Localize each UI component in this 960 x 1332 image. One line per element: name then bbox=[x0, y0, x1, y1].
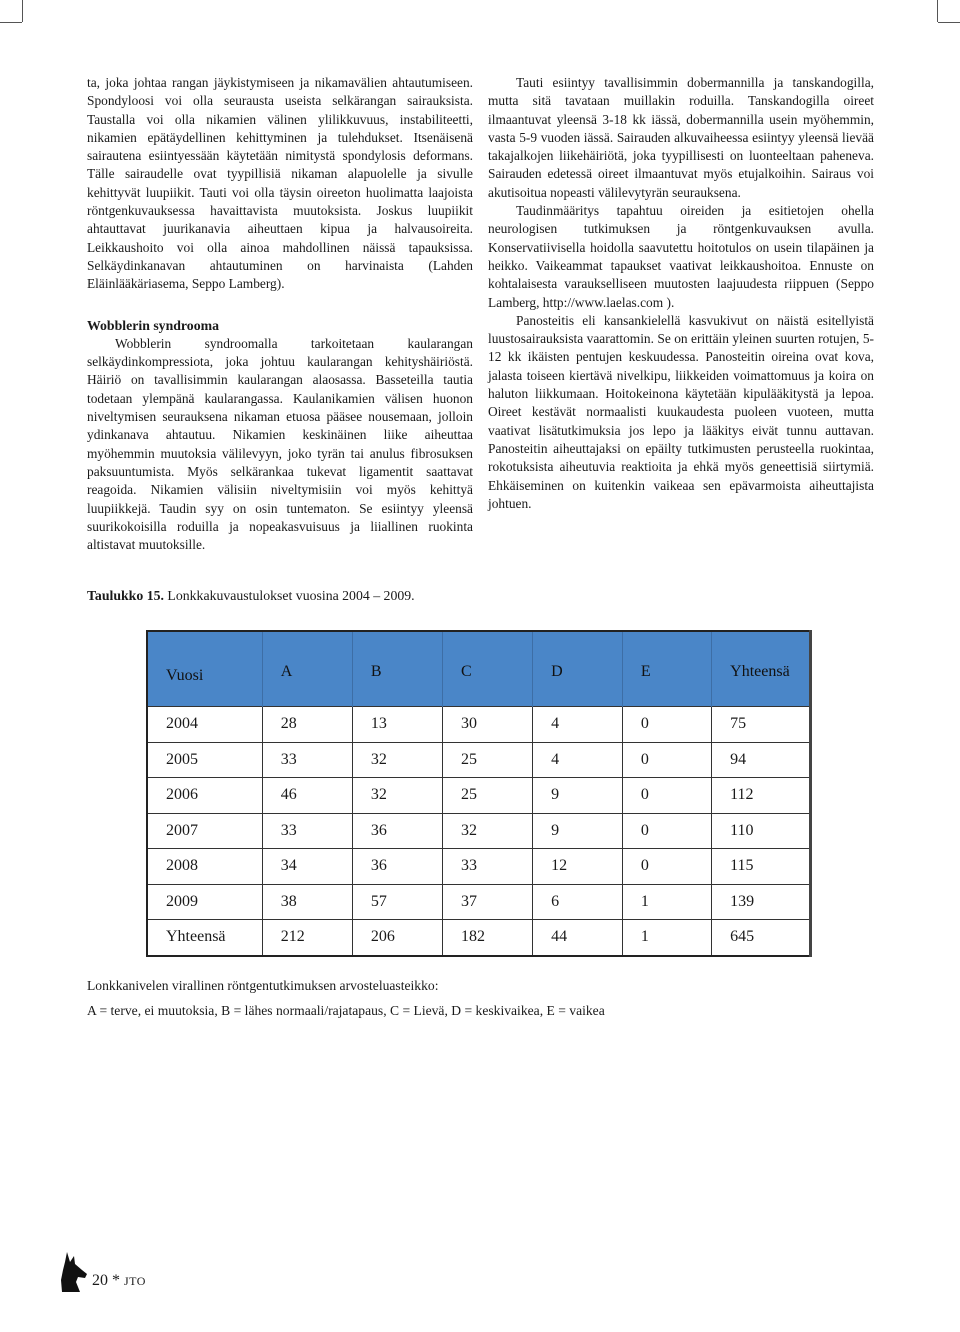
table-cell: 2007 bbox=[147, 813, 262, 849]
table-cell: 36 bbox=[352, 813, 442, 849]
notes-line: A = terve, ei muutoksia, B = lähes normaali/rajatapaus, C = Lievä, D = keskivaikea, E = vaikea bbox=[87, 1003, 605, 1018]
table-cell: 30 bbox=[443, 707, 533, 743]
table-cell: 94 bbox=[712, 742, 811, 778]
table-cell: 0 bbox=[622, 742, 711, 778]
table-header-cell: E bbox=[622, 631, 711, 707]
table-header-cell: B bbox=[352, 631, 442, 707]
body-paragraph: Panosteitis eli kansankielellä kasvukivut on näistä esitellyistä luustosairauksista vaarattomin. Se on erittäin yleinen suurten rotujen, 5-12 kk ikäisten pentujen keskuudessa. Panosteitin oireina ovat kova, jalasta toiseen kiertävä nivelkipu, liikkeiden voimattomuus ja koira on haluton liikkumaan. Hoitokeinona käytetään kipulääkitystä ja lepoa. Oireet kestävät normaalisti kuukaudesta puoleen vuoteen, mutta vaativat lisätutkimuksia jos lepo ja lääkitys eivät tunnu auttavan. Panosteitin aiheuttajaksi on epäilty tutkimusten perusteella ruokintaa, rokotuksista aiheutuvia reaktioita ja ehkä myös geneettisiä siirtymiä. Ehkäiseminen on kuitenkin vaikeaa sen epävarmoista aiheuttajista johtuen. bbox=[488, 312, 874, 511]
table-cell: 2009 bbox=[147, 884, 262, 920]
table-cell: 28 bbox=[262, 707, 352, 743]
magazine-name: JTO bbox=[124, 1274, 146, 1288]
table-cell: 2006 bbox=[147, 778, 262, 814]
page-number-separator: * bbox=[112, 1272, 120, 1289]
table-caption-text: Lonkkakuvaustulokset vuosina 2004 – 2009. bbox=[167, 588, 415, 603]
table-cell: 2004 bbox=[147, 707, 262, 743]
table-cell: 110 bbox=[712, 813, 811, 849]
table-header-cell: A bbox=[262, 631, 352, 707]
table-cell: 182 bbox=[443, 920, 533, 956]
crop-mark bbox=[22, 0, 23, 22]
table-cell: 33 bbox=[262, 742, 352, 778]
table-cell: 25 bbox=[443, 742, 533, 778]
table-cell: 115 bbox=[712, 849, 811, 885]
right-column bbox=[488, 74, 874, 513]
table-cell: 37 bbox=[443, 884, 533, 920]
body-paragraph: Wobblerin syndroomalla tarkoitetaan kaularangan selkäydinkompressiota, joka johtuu kaularangan kehityshäiriöstä. Häiriö on tavallisimmin kaularangan alaosassa. Basseteilla tautia todetaan ylempänä kaularangassa. Kaulanikamien välisen huonon niveltymisen seurauksena nikaman etuosa pääsee nousemaan, jolloin ydinkanava ahtautuu. Nikamien keskinäinen liike aiheuttaa myöhemmin muutoksia välilevyyn, joko tyrän tai anulus fibrosuksen paksuuntumista. Myös selkärankaa tukevat ligamentit saattavat reagoida. Nikamien välisiin niveltymisiin voi myös kehittyä luupiikkejä. Taudin syy on osin tuntematon. Se esiintyy yleensä suurikokoisilla roduilla ja nopeakasvuisuus ja liiallinen ruokinta altistavat muutoksille. bbox=[87, 335, 473, 553]
dog-head-icon bbox=[58, 1250, 88, 1294]
table-cell: 33 bbox=[262, 813, 352, 849]
body-paragraph: ta, joka johtaa rangan jäykistymiseen ja nikamavälien ahtautumiseen. Spondyloosi voi olla seurausta useista selkärangan sairauksista. Taustalla voi olla nikamien välinen ylilikkuvuus, instabiliteetti, nikamien epätäydellinen kehittyminen ja tulehdukset. Itsenäisenä sairautena esiintyessään käytetään nimitystä spondylosis deformans. Tälle sairaudelle ovat tyypillisiä nikaman alapuolelle ja sivulle kehittyvät luupiikit. Tauti voi olla täysin oireeton huolimatta laajoista röntgenkuvauksessa havaittavista muutoksista. Joskus luupiikit ahtauttavat juurikanavia aiheuttaen kipua ja halvausoireita. Leikkaushoito voi olla ainoa mahdollinen näissä tapauksissa. Selkäydinkanavan ahtautuminen on harvinaista (Lahden Eläinlääkäriasema, Seppo Lamberg). bbox=[87, 75, 473, 292]
table-cell: 645 bbox=[712, 920, 811, 956]
table-cell: 75 bbox=[712, 707, 811, 743]
table-total-row bbox=[147, 920, 811, 956]
table-cell: 6 bbox=[533, 884, 623, 920]
table-cell: 0 bbox=[622, 778, 711, 814]
table-cell: 13 bbox=[352, 707, 442, 743]
left-column bbox=[87, 74, 473, 554]
page-number-value: 20 bbox=[92, 1272, 108, 1289]
table-cell: 2005 bbox=[147, 742, 262, 778]
table-cell: 46 bbox=[262, 778, 352, 814]
table-cell: 0 bbox=[622, 849, 711, 885]
page-number bbox=[92, 1272, 146, 1290]
table-header-cell: Vuosi bbox=[147, 631, 262, 707]
table-cell: 4 bbox=[533, 742, 623, 778]
body-paragraph: Taudinmääritys tapahtuu oireiden ja esitietojen ohella neurologisen tutkimuksen ja röntgenkuvauksen avulla. Konservatiivisella hoidolla saavutettu hoitotulos on usein tilapäinen ja heikko. Vaikeammat tapaukset vaativat leikkaushoitoa. Ennuste on kohtalaisesta varaukselliseen muutosten laajuudesta riippuen (Seppo Lamberg, http://www.laelas.com ). bbox=[488, 203, 874, 310]
grading-notes bbox=[87, 973, 605, 1023]
table-header-cell: D bbox=[533, 631, 623, 707]
crop-mark bbox=[938, 22, 960, 23]
crop-mark bbox=[937, 0, 938, 22]
table-cell: 57 bbox=[352, 884, 442, 920]
table-cell: 33 bbox=[443, 849, 533, 885]
section-heading: Wobblerin syndrooma bbox=[87, 317, 219, 333]
table-cell: Yhteensä bbox=[147, 920, 262, 956]
table-cell: 25 bbox=[443, 778, 533, 814]
table-cell: 212 bbox=[262, 920, 352, 956]
table-row bbox=[147, 813, 811, 849]
table-cell: 139 bbox=[712, 884, 811, 920]
table-cell: 9 bbox=[533, 813, 623, 849]
table-cell: 0 bbox=[622, 707, 711, 743]
table-header-cell: C bbox=[443, 631, 533, 707]
table-cell: 32 bbox=[443, 813, 533, 849]
table-cell: 32 bbox=[352, 742, 442, 778]
notes-line: Lonkkanivelen virallinen röntgentutkimuksen arvosteluasteikko: bbox=[87, 978, 439, 993]
table-cell: 0 bbox=[622, 813, 711, 849]
table-row bbox=[147, 884, 811, 920]
table-cell: 44 bbox=[533, 920, 623, 956]
table-row bbox=[147, 849, 811, 885]
table-header-cell: Yhteensä bbox=[712, 631, 811, 707]
table-cell: 112 bbox=[712, 778, 811, 814]
body-paragraph: Tauti esiintyy tavallisimmin dobermannilla ja tanskandogilla, mutta sitä tavataan muillakin roduilla. Tanskandogilla oireet ilmaantuvat yleensä 3-18 kk iässä, dobermannilla usein myöhemmin, vasta 5-9 vuoden iässä. Sairauden alkuvaiheessa esiintyy yleensä lievää takajalkojen liikehäiriötä, joka tyypillisesti on luonteeltaan paheneva. Sairauden edetessä oireet ilmaantuvat myös etujalkoihin. Sairaus voi akutisoitua nopeasti välilevytyrän seurauksena. bbox=[488, 75, 874, 200]
table-row bbox=[147, 778, 811, 814]
table-caption-label: Taulukko 15. bbox=[87, 588, 164, 603]
crop-mark bbox=[0, 22, 22, 23]
table-cell: 38 bbox=[262, 884, 352, 920]
table-header-row bbox=[147, 631, 811, 707]
table-cell: 12 bbox=[533, 849, 623, 885]
table-cell: 9 bbox=[533, 778, 623, 814]
table-cell: 1 bbox=[622, 920, 711, 956]
table-cell: 36 bbox=[352, 849, 442, 885]
table-cell: 1 bbox=[622, 884, 711, 920]
table-row bbox=[147, 742, 811, 778]
table-cell: 4 bbox=[533, 707, 623, 743]
table-row bbox=[147, 707, 811, 743]
table-cell: 206 bbox=[352, 920, 442, 956]
table-cell: 2008 bbox=[147, 849, 262, 885]
table-cell: 34 bbox=[262, 849, 352, 885]
table-cell: 32 bbox=[352, 778, 442, 814]
table-caption bbox=[87, 588, 415, 604]
results-table bbox=[146, 630, 812, 957]
